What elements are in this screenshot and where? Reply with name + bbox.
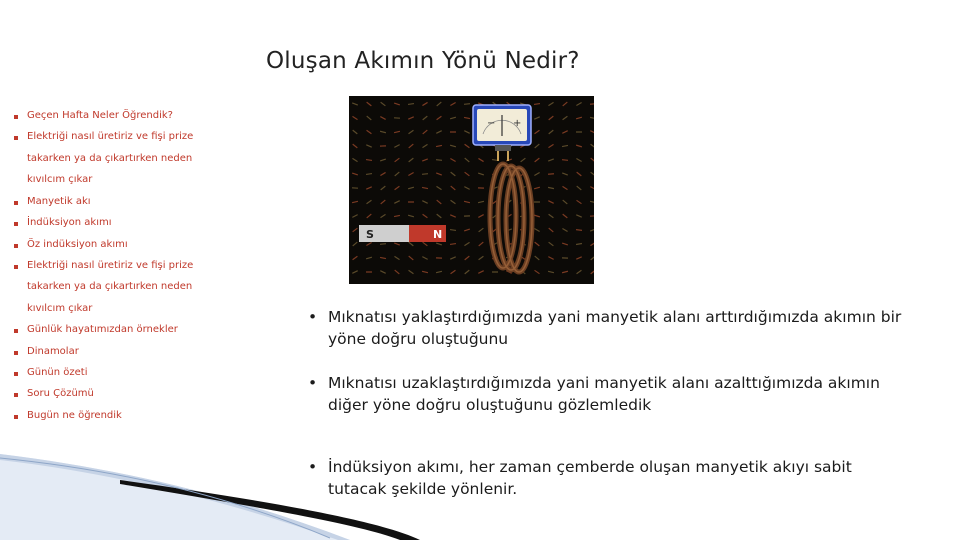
field-marker [478, 201, 484, 202]
field-marker [366, 160, 372, 161]
field-marker [478, 215, 483, 218]
field-marker [451, 200, 456, 203]
slide-title: Oluşan Akımın Yönü Nedir? [266, 48, 580, 74]
field-marker [479, 242, 484, 246]
field-marker [366, 174, 372, 175]
magnet-south-label: S [366, 228, 374, 241]
field-marker [366, 187, 372, 189]
field-marker [353, 256, 358, 260]
field-marker [576, 117, 582, 119]
field-marker [367, 102, 372, 106]
field-marker [591, 172, 594, 176]
field-marker [562, 145, 568, 146]
sidebar-item-text: Bugün ne öğrendik [27, 410, 122, 421]
field-marker [423, 116, 428, 120]
illustration-canvas [349, 96, 594, 284]
field-marker [576, 257, 581, 259]
sidebar-item [14, 174, 92, 185]
field-marker [549, 116, 554, 120]
field-marker [465, 158, 470, 162]
sidebar-item-text: Geçen Hafta Neler Öğrendik? [27, 110, 173, 121]
field-marker [590, 201, 594, 202]
sidebar-item [14, 324, 178, 335]
field-marker [478, 158, 483, 161]
field-marker [380, 159, 386, 161]
field-marker [534, 187, 540, 189]
sidebar-bullet-icon [14, 393, 18, 397]
magnet-coil-illustration [349, 96, 594, 284]
sidebar-bullet-icon [14, 115, 18, 119]
field-marker [394, 243, 400, 245]
field-marker [380, 117, 385, 120]
field-marker [576, 158, 581, 161]
field-marker [534, 117, 539, 119]
field-marker [394, 145, 399, 148]
field-marker [548, 102, 553, 105]
field-marker [367, 116, 372, 120]
sidebar-item-text: Soru Çözümü [27, 388, 94, 399]
field-marker [479, 228, 484, 232]
field-marker [562, 186, 567, 189]
field-marker [534, 173, 539, 176]
sidebar-item [14, 196, 91, 207]
field-marker [563, 102, 568, 106]
bullet-dot: • [308, 308, 318, 326]
bullet-dot: • [308, 374, 318, 392]
field-marker [590, 117, 594, 118]
sidebar-item-text: kıvılcım çıkar [27, 174, 93, 185]
field-marker [422, 144, 427, 147]
sidebar-item [14, 281, 192, 292]
field-marker [367, 214, 372, 218]
galvanometer [473, 105, 531, 161]
sidebar-item-text: İndüksiyon akımı [27, 217, 112, 228]
field-marker [577, 200, 582, 203]
sidebar-item [14, 110, 173, 121]
field-marker [478, 173, 484, 175]
field-marker [394, 215, 400, 216]
meter-minus-label: − [487, 118, 496, 129]
field-marker [352, 103, 358, 105]
field-marker [437, 116, 442, 120]
sidebar-bullet-icon [14, 415, 18, 419]
sidebar-bullet-icon [14, 265, 18, 269]
bar-magnet [359, 225, 446, 242]
field-marker [366, 145, 371, 147]
field-marker [437, 200, 442, 204]
field-marker [591, 270, 594, 274]
sidebar-item [14, 367, 88, 378]
field-marker [381, 200, 386, 204]
sidebar-item [14, 217, 112, 228]
field-marker [590, 187, 594, 190]
field-marker [562, 173, 568, 175]
field-marker [409, 256, 414, 260]
field-marker [352, 271, 357, 274]
field-marker [436, 186, 441, 189]
sidebar-item [14, 346, 79, 357]
field-marker [409, 270, 414, 273]
field-marker [380, 257, 386, 258]
field-marker [591, 256, 594, 260]
field-marker [451, 186, 456, 190]
field-marker [380, 172, 385, 175]
field-marker [380, 131, 386, 132]
main-bullet-2 [308, 372, 908, 416]
field-marker [437, 102, 442, 106]
sidebar-bullet-icon [14, 136, 18, 140]
field-marker [395, 172, 400, 176]
field-marker [395, 186, 400, 190]
field-marker [394, 103, 400, 105]
field-marker [548, 257, 553, 260]
field-marker [423, 130, 428, 134]
field-marker [562, 243, 568, 245]
sidebar-item-text: Elektriği nasıl üretiriz ve fişi prize [27, 131, 194, 142]
field-marker [464, 117, 470, 118]
field-marker [535, 130, 540, 133]
field-marker [409, 242, 414, 246]
sidebar-item-text: Günlük hayatımızdan örnekler [27, 324, 178, 335]
meter-plus-label: + [513, 118, 522, 129]
field-marker [450, 244, 456, 245]
field-marker [450, 117, 456, 119]
decorative-swoosh [0, 440, 500, 540]
field-marker [395, 158, 400, 162]
field-marker [436, 160, 442, 161]
sidebar-item [14, 260, 193, 271]
field-marker [576, 244, 582, 245]
field-marker [395, 270, 400, 274]
field-marker [535, 144, 540, 148]
field-marker [451, 270, 456, 273]
field-marker [353, 242, 358, 246]
field-marker [548, 187, 554, 188]
field-marker [464, 187, 469, 190]
field-marker [562, 271, 568, 273]
field-marker [394, 131, 400, 132]
field-marker [562, 160, 568, 161]
field-marker [394, 201, 399, 204]
field-marker [408, 173, 413, 176]
field-marker [450, 230, 456, 231]
field-marker [563, 116, 568, 120]
field-marker [535, 256, 540, 260]
main-bullet-text: İndüksiyon akımı, her zaman çemberde oluşan manyetik akıyı sabit tutacak şekilde yönlenir. [328, 458, 852, 498]
field-marker [408, 215, 414, 217]
sidebar-item-text: Manyetik akı [27, 196, 91, 207]
field-marker [422, 271, 428, 272]
field-marker [422, 174, 428, 175]
field-marker [465, 256, 470, 260]
field-marker [450, 257, 455, 259]
sidebar-bullet-icon [14, 372, 18, 376]
field-marker [409, 144, 414, 148]
sidebar-item [14, 388, 94, 399]
sidebar-item [14, 131, 193, 142]
field-marker [590, 229, 594, 231]
field-marker [576, 230, 582, 231]
field-marker [436, 271, 442, 272]
field-marker [549, 214, 554, 218]
sidebar-item-text: Dinamolar [27, 346, 79, 357]
field-marker [436, 173, 442, 175]
field-marker [367, 200, 372, 203]
field-marker [577, 186, 582, 190]
field-marker [436, 145, 442, 146]
field-marker [367, 130, 372, 133]
main-bullet-text: Mıknatısı yaklaştırdığımızda yani manyetik alanı arttırdığımızda akımın bir yöne doğru oluştuğunu [328, 308, 902, 348]
field-marker [591, 158, 594, 162]
field-marker [535, 158, 540, 162]
sidebar-bullet-icon [14, 201, 18, 205]
field-marker [464, 201, 470, 202]
field-marker [437, 214, 442, 218]
field-marker [450, 103, 455, 106]
field-marker [534, 228, 539, 231]
field-marker [576, 215, 582, 217]
field-marker [408, 117, 414, 119]
sidebar-item-text: kıvılcım çıkar [27, 303, 93, 314]
field-marker [450, 215, 456, 217]
field-marker [436, 243, 442, 245]
field-marker [353, 144, 358, 148]
field-marker [548, 201, 553, 204]
field-marker [563, 200, 568, 204]
field-marker [521, 158, 526, 162]
field-marker [479, 256, 484, 260]
field-marker [535, 270, 540, 273]
field-marker [353, 228, 358, 232]
field-marker [548, 159, 554, 161]
field-marker [563, 214, 568, 218]
field-marker [450, 145, 456, 147]
field-marker [576, 103, 581, 106]
field-marker [548, 174, 554, 175]
field-marker [422, 159, 428, 161]
sidebar-item-text: Günün özeti [27, 367, 88, 378]
field-marker [464, 229, 470, 231]
field-marker [352, 173, 358, 175]
field-marker [409, 130, 414, 133]
field-marker [352, 215, 357, 218]
field-marker [478, 271, 483, 274]
field-marker [465, 144, 470, 148]
field-marker [381, 102, 386, 106]
sidebar-item-text: takarken ya da çıkartırken neden [27, 281, 193, 292]
main-bullet-text: Mıknatısı uzaklaştırdığımızda yani manyetik alanı azalttığımızda akımın diğer yöne doğru oluştuğunu gözlemledik [328, 374, 880, 414]
field-marker [548, 271, 554, 272]
sidebar-bullet-icon [14, 351, 18, 355]
field-marker [352, 201, 358, 202]
field-marker [381, 186, 386, 190]
field-marker [464, 131, 469, 134]
sidebar-bullet-icon [14, 222, 18, 226]
field-marker [590, 104, 594, 105]
field-marker [380, 214, 385, 217]
field-marker [450, 159, 455, 162]
field-marker [590, 242, 594, 245]
field-marker [409, 158, 414, 162]
field-marker [549, 228, 554, 232]
field-marker [394, 256, 399, 259]
field-marker [422, 187, 428, 188]
sidebar-item [14, 239, 128, 250]
field-marker [423, 214, 428, 218]
field-marker [464, 242, 469, 245]
field-marker [380, 244, 386, 245]
field-marker [577, 270, 582, 273]
field-marker [535, 242, 540, 246]
main-bullet-1 [308, 306, 908, 350]
field-marker [465, 270, 470, 274]
field-marker [353, 130, 358, 134]
sidebar-item-text: Öz indüksiyon akımı [27, 239, 128, 250]
field-marker [562, 131, 567, 134]
sidebar-bullet-icon [14, 244, 18, 248]
field-marker [451, 172, 456, 176]
magnet-north-label: N [433, 228, 443, 241]
field-marker [534, 215, 540, 217]
bullet-dot: • [308, 458, 318, 476]
field-marker [422, 201, 427, 204]
field-marker [590, 131, 594, 134]
field-marker [549, 242, 554, 246]
sidebar-bullet-icon [14, 329, 18, 333]
field-marker [422, 102, 427, 105]
field-marker [366, 243, 371, 246]
field-marker [380, 271, 385, 274]
field-marker [408, 187, 414, 189]
field-marker [436, 131, 441, 134]
field-marker [423, 242, 428, 246]
field-marker [576, 145, 582, 147]
sidebar-item [14, 153, 192, 164]
field-marker [464, 104, 470, 105]
sidebar-item-text: takarken ya da çıkartırken neden [27, 153, 193, 164]
field-marker [534, 104, 540, 105]
sidebar-item-text: Elektriği nasıl üretiriz ve fişi prize [27, 260, 194, 271]
sidebar-item [14, 410, 122, 421]
field-marker [577, 172, 582, 176]
field-marker [352, 116, 357, 119]
field-marker [366, 257, 372, 259]
field-marker [548, 144, 553, 147]
field-marker [465, 172, 470, 176]
field-marker [422, 257, 427, 260]
field-marker [352, 158, 357, 161]
field-marker [408, 104, 414, 105]
field-marker [591, 144, 594, 148]
field-marker [549, 130, 554, 134]
field-marker [562, 228, 567, 231]
sidebar-item [14, 303, 92, 314]
